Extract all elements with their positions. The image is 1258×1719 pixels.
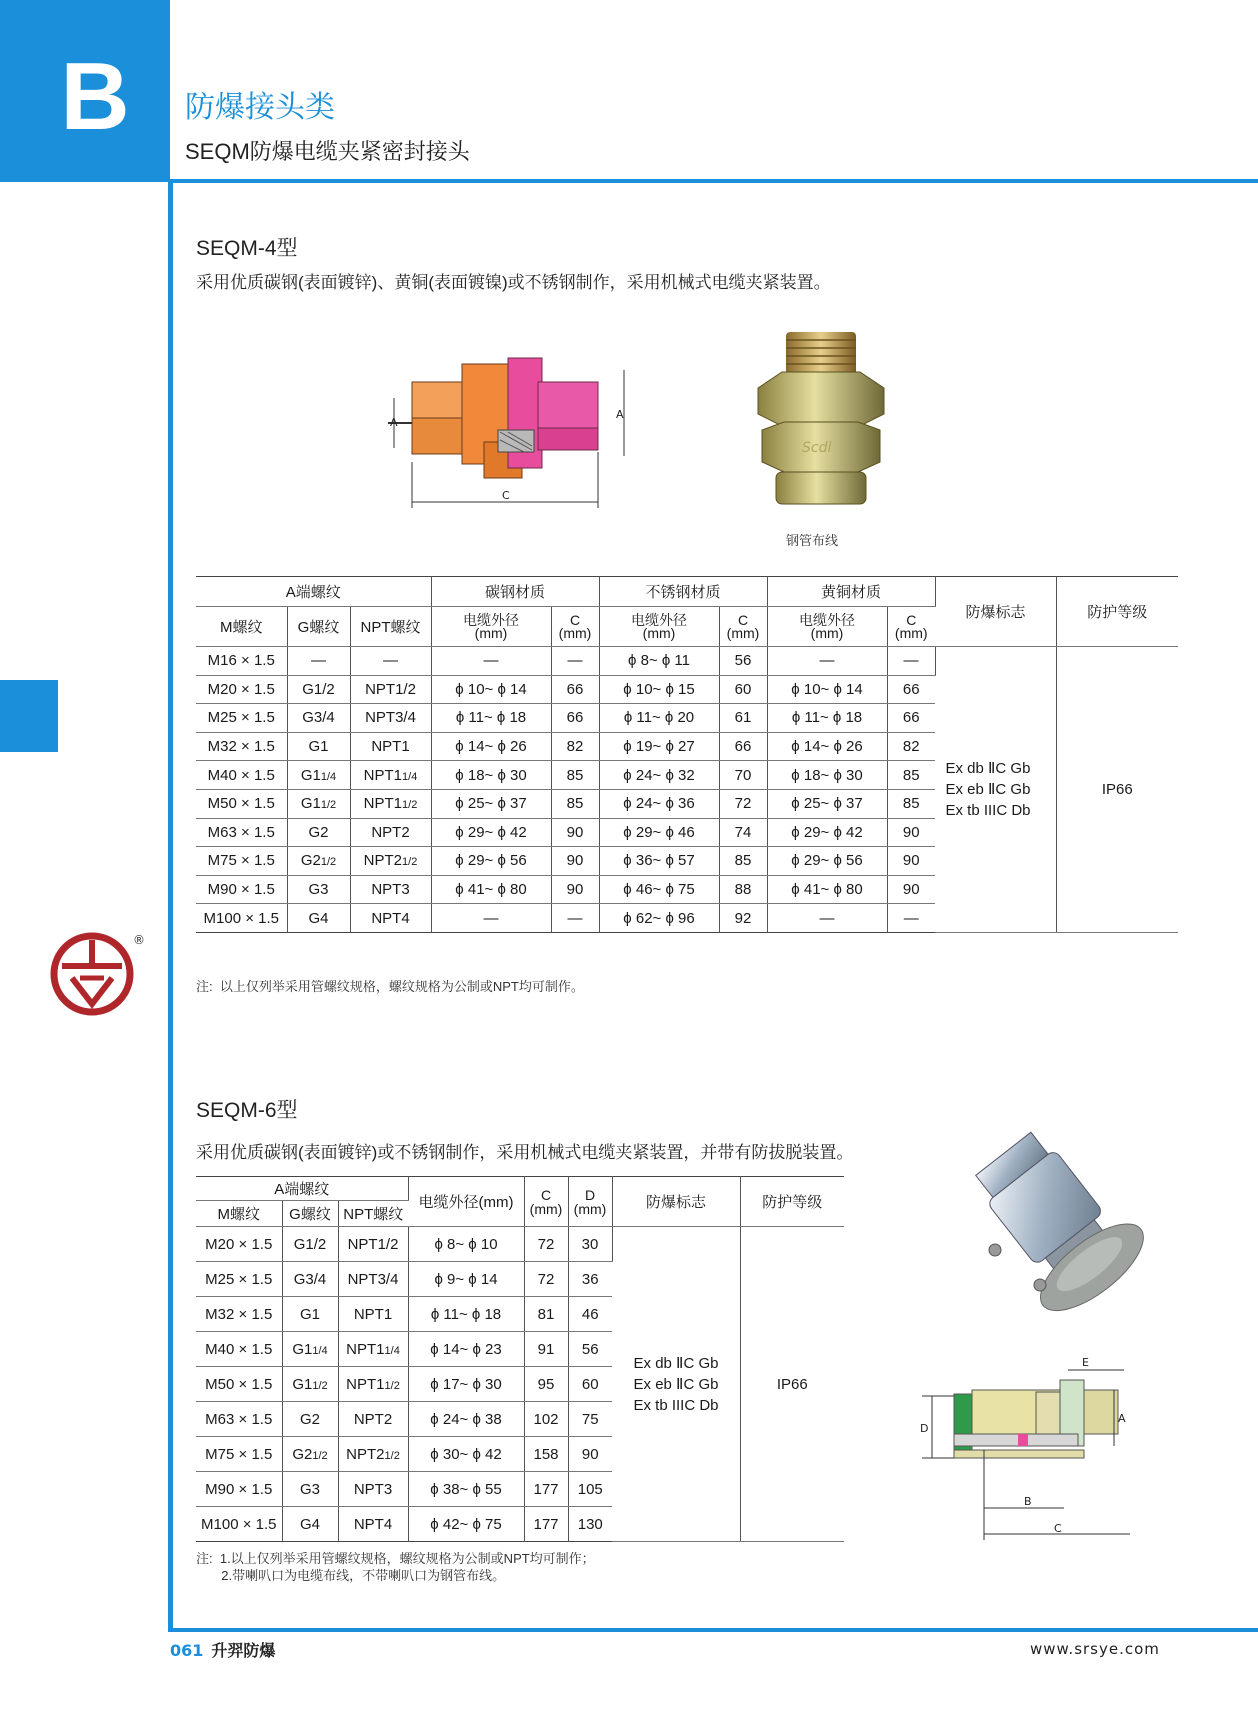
seqm6-cutaway-drawing [914,1350,1134,1542]
cell-cable-diameter: ϕ 14~ ϕ 23 [408,1332,524,1367]
cell-cs-c: 66 [551,675,599,704]
cell-cs-diameter: ϕ 10~ ϕ 14 [431,675,551,704]
cell-d: 36 [568,1262,612,1297]
svg-text:Scdl: Scdl [802,440,832,456]
cell-c: 177 [524,1472,568,1507]
cell-npt-thread-fraction: 1/2 [402,799,418,812]
photo-caption: 钢管布线 [786,534,839,549]
footer-left [170,1638,275,1661]
label-c: C [1054,1522,1062,1535]
cell-br-c: 85 [887,789,935,818]
cell-m-thread: M50 × 1.5 [196,789,287,818]
cell-g-thread: G4 [287,904,350,933]
cell-npt-thread: NPT1 [350,732,431,761]
cell-cs-c: 66 [551,704,599,733]
cell-br-c: 85 [887,761,935,790]
cell-cs-diameter: ϕ 14~ ϕ 26 [431,732,551,761]
subheader-npt-thread: NPT螺纹 [350,607,431,647]
cell-m-thread: M16 × 1.5 [196,647,287,676]
footer-brand: 升羿防爆 [211,1641,276,1660]
cell-c: 72 [524,1227,568,1262]
cell-cable-diameter: ϕ 8~ ϕ 10 [408,1227,524,1262]
cell-g-thread: G2 [287,818,350,847]
registered-mark: ® [133,933,145,947]
cell-ss-diameter: ϕ 19~ ϕ 27 [599,732,719,761]
header-ex-marking: 防爆标志 [935,577,1056,647]
cell-npt-thread: NPT3 [350,875,431,904]
cell-npt-thread: — [350,647,431,676]
cell-d: 60 [568,1367,612,1402]
cell-ss-c: 92 [719,904,767,933]
seqm4-spec-table [196,576,1178,933]
seqm4-title: SEQM-4型 [196,237,298,260]
cell-c: 102 [524,1402,568,1437]
footer-website[interactable]: www.srsye.com [1030,1640,1160,1658]
cell-cs-diameter: — [431,904,551,933]
cell-ss-diameter: ϕ 36~ ϕ 57 [599,847,719,876]
cell-m-thread: M63 × 1.5 [196,1402,282,1437]
cell-cable-diameter: ϕ 17~ ϕ 30 [408,1367,524,1402]
cell-npt-thread: NPT1/2 [338,1227,408,1262]
cell-br-diameter: ϕ 25~ ϕ 37 [767,789,887,818]
cell-g-thread-fraction: 1/2 [320,856,337,869]
cell-br-diameter: ϕ 10~ ϕ 14 [767,675,887,704]
cell-g-thread: G2 [282,1402,338,1437]
seqm6-product-photo [950,1120,1160,1320]
subheader-m-thread: M螺纹 [196,607,287,647]
cell-g-thread: G3 [282,1472,338,1507]
cell-g-thread: G3/4 [287,704,350,733]
cell-npt-thread: NPT3/4 [350,704,431,733]
page-number: 061 [170,1641,204,1660]
seqm6-title: SEQM-6型 [196,1099,298,1122]
cell-cs-c: — [551,904,599,933]
cell-npt-thread [350,847,431,876]
cell-g-thread [282,1367,338,1402]
cell-npt-thread-main: NPT1 [363,795,403,813]
cell-cable-diameter: ϕ 24~ ϕ 38 [408,1402,524,1437]
subheader-br-diameter: 电缆外径 (mm) [767,607,887,647]
cell-d: 90 [568,1437,612,1472]
cell-g-thread-main: G1 [300,766,321,784]
header-ip-rating: 防护等级 [1056,577,1178,647]
subheader-g-thread: G螺纹 [287,607,350,647]
cell-ss-c: 72 [719,789,767,818]
cell-npt-thread: NPT2 [350,818,431,847]
cell-br-c: 90 [887,818,935,847]
cell-c: 72 [524,1262,568,1297]
cell-ip-rating: IP66 [740,1227,844,1542]
cell-ss-diameter: ϕ 29~ ϕ 46 [599,818,719,847]
cell-ss-c: 88 [719,875,767,904]
cell-br-diameter: ϕ 41~ ϕ 80 [767,875,887,904]
cell-ip-rating: IP66 [1056,647,1178,933]
cell-g-thread [282,1437,338,1472]
cell-npt-thread [338,1332,408,1367]
cell-m-thread: M90 × 1.5 [196,1472,282,1507]
cell-br-diameter: — [767,647,887,676]
cell-br-c: — [887,647,935,676]
cell-g-thread-main: G1 [292,1340,313,1358]
cell-npt-thread-main: NPT1 [346,1340,385,1358]
seqm4-description: 采用优质碳钢(表面镀锌)、黄铜(表面镀镍)或不锈钢制作，采用机械式电缆夹紧装置。 [196,273,831,292]
cell-g-thread-main: G1 [292,1375,313,1393]
cell-npt-thread-fraction: 1/2 [402,856,418,869]
cell-npt-thread-fraction: 1/2 [384,1449,400,1462]
cell-m-thread: M32 × 1.5 [196,732,287,761]
cell-npt-thread-fraction: 1/4 [384,1344,400,1357]
cell-cs-c: 82 [551,732,599,761]
label-c: C [502,489,510,502]
label-a: A [1118,1412,1126,1425]
cell-npt-thread: NPT3/4 [338,1262,408,1297]
cell-ss-diameter: ϕ 46~ ϕ 75 [599,875,719,904]
header-cable-diameter: 电缆外径(mm) [408,1177,524,1227]
seqm6-note: 注: 1.以上仅列举采用管螺纹规格，螺纹规格为公制或NPT均可制作； 2.带喇叭口为电缆布线，不带喇叭口为钢管布线。 [196,1551,595,1583]
cell-c: 81 [524,1297,568,1332]
cell-g-thread [282,1332,338,1367]
header-brass: 黄铜材质 [767,577,935,607]
cell-d: 105 [568,1472,612,1507]
header-c: C (mm) [524,1177,568,1227]
cell-ss-diameter: ϕ 11~ ϕ 20 [599,704,719,733]
subheader-g-thread: G螺纹 [282,1201,338,1227]
cell-npt-thread [350,789,431,818]
table-row [196,647,1178,676]
subheader-cs-c: C (mm) [551,607,599,647]
cell-br-c: — [887,904,935,933]
seqm4-note: 注: 以上仅列举采用管螺纹规格，螺纹规格为公制或NPT均可制作。 [196,979,584,994]
cell-m-thread: M32 × 1.5 [196,1297,282,1332]
cell-npt-thread: NPT1 [338,1297,408,1332]
table-row [196,1227,844,1262]
cell-g-thread: G3/4 [282,1262,338,1297]
cell-ss-c: 60 [719,675,767,704]
cell-br-diameter: — [767,904,887,933]
header-ex-marking: 防爆标志 [612,1177,740,1227]
seqm4-cutaway-drawing [388,352,646,512]
cell-npt-thread: NPT2 [338,1402,408,1437]
cell-cs-c: 90 [551,818,599,847]
cell-c: 177 [524,1507,568,1542]
cell-g-thread-fraction: 1/4 [320,770,337,783]
cell-m-thread: M25 × 1.5 [196,1262,282,1297]
cell-br-diameter: ϕ 18~ ϕ 30 [767,761,887,790]
subheader-npt-thread: NPT螺纹 [338,1201,408,1227]
cell-m-thread: M40 × 1.5 [196,761,287,790]
header-d: D (mm) [568,1177,612,1227]
cell-cs-c: 90 [551,875,599,904]
cell-npt-thread: NPT4 [350,904,431,933]
cell-g-thread-fraction: 1/2 [312,1379,328,1392]
cell-d: 30 [568,1227,612,1262]
cell-m-thread: M75 × 1.5 [196,847,287,876]
cell-m-thread: M63 × 1.5 [196,818,287,847]
label-e: E [1082,1356,1089,1369]
cell-npt-thread-fraction: 1/2 [384,1379,400,1392]
cell-ss-c: 66 [719,732,767,761]
cell-cs-c: 90 [551,847,599,876]
header-stainless-steel: 不锈钢材质 [599,577,767,607]
cell-ss-diameter: ϕ 8~ ϕ 11 [599,647,719,676]
subheader-m-thread: M螺纹 [196,1201,282,1227]
cell-cs-diameter: ϕ 29~ ϕ 56 [431,847,551,876]
cell-npt-thread: NPT3 [338,1472,408,1507]
cell-ss-c: 61 [719,704,767,733]
cell-npt-thread-main: NPT2 [346,1445,385,1463]
category-title: 防爆接头类 [185,91,335,124]
cell-g-thread: G1/2 [282,1227,338,1262]
cell-br-c: 66 [887,704,935,733]
cell-cs-diameter: ϕ 29~ ϕ 42 [431,818,551,847]
product-subtitle: SEQM防爆电缆夹紧密封接头 [185,139,470,164]
cell-br-c: 90 [887,875,935,904]
cell-cable-diameter: ϕ 38~ ϕ 55 [408,1472,524,1507]
cell-cs-diameter: — [431,647,551,676]
cell-br-c: 90 [887,847,935,876]
cell-br-c: 82 [887,732,935,761]
cell-ss-diameter: ϕ 24~ ϕ 36 [599,789,719,818]
cell-m-thread: M25 × 1.5 [196,704,287,733]
cell-cs-c: — [551,647,599,676]
label-a-left: A [390,416,398,429]
cell-npt-thread: NPT4 [338,1507,408,1542]
header-ip-rating: 防护等级 [740,1177,844,1227]
side-tab-marker [0,680,58,752]
cell-cs-diameter: ϕ 25~ ϕ 37 [431,789,551,818]
cell-g-thread-main: G2 [292,1445,313,1463]
cell-npt-thread-main: NPT2 [363,852,403,870]
cell-m-thread: M20 × 1.5 [196,675,287,704]
cell-br-diameter: ϕ 11~ ϕ 18 [767,704,887,733]
cell-g-thread-fraction: 1/2 [312,1449,328,1462]
cell-g-thread-fraction: 1/4 [312,1344,328,1357]
header-a-thread: A端螺纹 [196,1177,408,1201]
cell-g-thread: G1 [282,1297,338,1332]
cell-ss-diameter: ϕ 62~ ϕ 96 [599,904,719,933]
cell-c: 91 [524,1332,568,1367]
cell-ex-marking: Ex db ⅡC Gb Ex eb ⅡC Gb Ex tb IIIC Db [935,647,1056,933]
cell-br-diameter: ϕ 29~ ϕ 42 [767,818,887,847]
subheader-br-c: C (mm) [887,607,935,647]
cell-cable-diameter: ϕ 30~ ϕ 42 [408,1437,524,1472]
cell-g-thread [287,789,350,818]
cell-g-thread: G3 [287,875,350,904]
cell-br-c: 66 [887,675,935,704]
cell-m-thread: M20 × 1.5 [196,1227,282,1262]
cell-g-thread-main: G2 [300,852,321,870]
subheader-ss-diameter: 电缆外径 (mm) [599,607,719,647]
cell-m-thread: M50 × 1.5 [196,1367,282,1402]
cell-g-thread: G1 [287,732,350,761]
header-rule [168,179,1258,183]
section-letter: B [60,43,130,150]
cell-cs-diameter: ϕ 41~ ϕ 80 [431,875,551,904]
cell-m-thread: M90 × 1.5 [196,875,287,904]
cell-npt-thread [350,761,431,790]
cell-cs-diameter: ϕ 11~ ϕ 18 [431,704,551,733]
cell-m-thread: M40 × 1.5 [196,1332,282,1367]
cell-cable-diameter: ϕ 11~ ϕ 18 [408,1297,524,1332]
cell-cable-diameter: ϕ 42~ ϕ 75 [408,1507,524,1542]
cell-ss-c: 74 [719,818,767,847]
cell-d: 56 [568,1332,612,1367]
cell-ss-c: 56 [719,647,767,676]
subheader-cs-diameter: 电缆外径 (mm) [431,607,551,647]
cell-g-thread: G4 [282,1507,338,1542]
cell-npt-thread-fraction: 1/4 [402,770,418,783]
cell-npt-thread-main: NPT1 [363,766,403,784]
cell-ex-marking: Ex db ⅡC Gb Ex eb ⅡC Gb Ex tb IIIC Db [612,1227,740,1542]
label-b: B [1024,1495,1032,1508]
cell-c: 95 [524,1367,568,1402]
cell-g-thread [287,761,350,790]
cell-npt-thread: NPT1/2 [350,675,431,704]
cell-g-thread [287,847,350,876]
cell-cs-diameter: ϕ 18~ ϕ 30 [431,761,551,790]
seqm4-product-photo [752,330,890,510]
brand-logo-icon [50,932,134,1016]
cell-c: 158 [524,1437,568,1472]
cell-d: 75 [568,1402,612,1437]
cell-npt-thread [338,1367,408,1402]
cell-cs-c: 85 [551,789,599,818]
cell-d: 130 [568,1507,612,1542]
left-rule [168,182,173,1632]
subheader-ss-c: C (mm) [719,607,767,647]
label-d: D [920,1422,929,1435]
seqm6-description: 采用优质碳钢(表面镀锌)或不锈钢制作，采用机械式电缆夹紧装置，并带有防拔脱装置。 [196,1143,854,1162]
cell-m-thread: M100 × 1.5 [196,904,287,933]
cell-cable-diameter: ϕ 9~ ϕ 14 [408,1262,524,1297]
cell-g-thread: G1/2 [287,675,350,704]
cell-cs-c: 85 [551,761,599,790]
cell-npt-thread [338,1437,408,1472]
cell-m-thread: M75 × 1.5 [196,1437,282,1472]
footer-rule [168,1628,1258,1632]
cell-g-thread-fraction: 1/2 [320,799,337,812]
cell-br-diameter: ϕ 29~ ϕ 56 [767,847,887,876]
cell-ss-diameter: ϕ 24~ ϕ 32 [599,761,719,790]
header-carbon-steel: 碳钢材质 [431,577,599,607]
header-a-thread: A端螺纹 [196,577,431,607]
cell-d: 46 [568,1297,612,1332]
cell-br-diameter: ϕ 14~ ϕ 26 [767,732,887,761]
cell-npt-thread-main: NPT1 [346,1375,385,1393]
cell-ss-c: 70 [719,761,767,790]
cell-ss-c: 85 [719,847,767,876]
label-a-right: A [616,408,624,421]
cell-g-thread-main: G1 [300,795,321,813]
cell-ss-diameter: ϕ 10~ ϕ 15 [599,675,719,704]
cell-m-thread: M100 × 1.5 [196,1507,282,1542]
seqm6-spec-table [196,1176,844,1542]
cell-g-thread: — [287,647,350,676]
